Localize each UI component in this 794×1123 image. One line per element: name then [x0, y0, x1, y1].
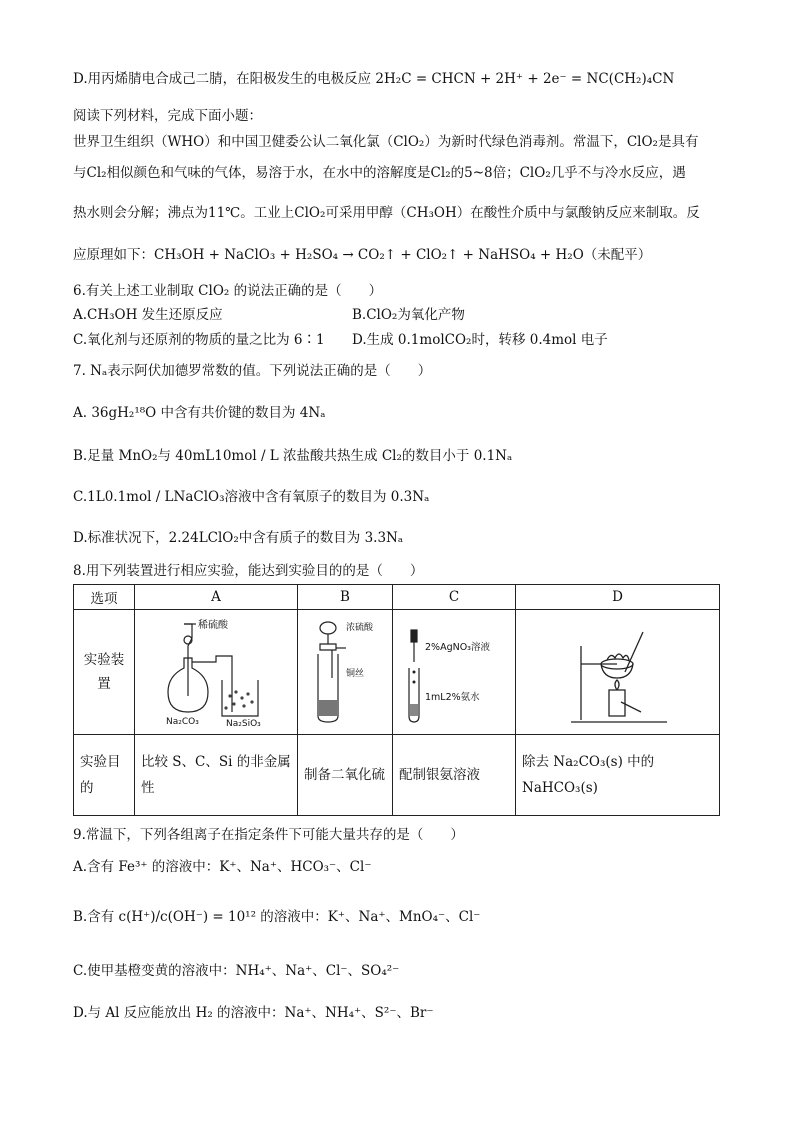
table-header-a: A — [135, 585, 298, 610]
q6-option-a: A.CH₃OH 发生还原反应 — [73, 307, 223, 323]
apparatus-d-cell — [516, 610, 720, 735]
q6-option-c: C.氧化剂与还原剂的物质的量之比为 6∶1 — [73, 332, 325, 348]
label-ammonia-water: 1mL2%氨水 — [425, 692, 480, 703]
apparatus-d-figure — [563, 616, 673, 728]
apparatus-b-figure — [306, 616, 384, 728]
question-7-stem: 7. Nₐ表示阿伏加德罗常数的值。下列说法正确的是（ ） — [73, 363, 432, 379]
purpose-a: 比较 S、C、Si 的非金属性 — [135, 735, 298, 816]
material-line-3: 热水则会分解；沸点为11℃。工业上ClO₂可采用甲醇（CH₃OH）在酸性介质中与氯酸钠反应来制取。反 — [73, 205, 700, 221]
question-8-stem: 8.用下列装置进行相应实验，能达到实验目的的是（ ） — [73, 563, 424, 579]
q9-option-d: D.与 Al 反应能放出 H₂ 的溶液中：Na⁺、NH₄⁺、S²⁻、Br⁻ — [73, 1005, 434, 1021]
question-9-stem: 9.常温下，下列各组离子在指定条件下可能大量共存的是（ ） — [73, 827, 464, 843]
label-copper-wire: 铜丝 — [346, 669, 365, 679]
material-line-1: 世界卫生组织（WHO）和中国卫健委公认二氧化氯（ClO₂）为新时代绿色消毒剂。常温下，ClO₂是具有 — [73, 134, 699, 150]
experiment-table — [73, 584, 720, 816]
q6-option-b: B.ClO₂为氧化产物 — [352, 307, 465, 323]
q9-option-b: B.含有 c(H⁺)/c(OH⁻) = 10¹² 的溶液中：K⁺、Na⁺、MnO₄⁻、Cl⁻ — [73, 909, 481, 925]
apparatus-a-cell — [135, 610, 298, 735]
apparatus-c-figure — [401, 616, 507, 728]
table-header-d: D — [516, 585, 720, 610]
purpose-c: 配制银氨溶液 — [393, 735, 516, 816]
reading-instruction: 阅读下列材料，完成下面小题： — [73, 108, 262, 124]
material-equation: 应原理如下：CH₃OH + NaClO₃ + H₂SO₄ → CO₂↑ + ClO₂↑ + NaHSO₄ + H₂O（未配平） — [73, 247, 652, 263]
q7-option-a: A. 36gH₂¹⁸O 中含有共价键的数目为 4Nₐ — [73, 405, 326, 421]
apparatus-b-cell — [298, 610, 393, 735]
question-6-stem: 6.有关上述工业制取 ClO₂ 的说法正确的是（ ） — [73, 283, 383, 299]
table-header-b: B — [298, 585, 393, 610]
q6-option-d: D.生成 0.1molCO₂时，转移 0.4mol 电子 — [352, 332, 608, 348]
apparatus-a-figure — [146, 616, 286, 728]
q7-option-c: C.1L0.1mol / LNaClO₃溶液中含有氧原子的数目为 0.3Nₐ — [73, 489, 430, 505]
q7-option-d: D.标准状况下，2.24LClO₂中含有质子的数目为 3.3Nₐ — [73, 530, 404, 546]
q9-option-c: C.使甲基橙变黄的溶液中：NH₄⁺、Na⁺、Cl⁻、SO₄²⁻ — [73, 963, 400, 979]
row-label-apparatus: 实验装置 — [74, 610, 135, 735]
table-header-option: 选项 — [74, 585, 135, 610]
label-dilute-sulfuric-acid: 稀硫酸 — [198, 620, 228, 631]
q9-option-a: A.含有 Fe³⁺ 的溶液中：K⁺、Na⁺、HCO₃⁻、Cl⁻ — [73, 859, 372, 875]
row-label-purpose: 实验目的 — [74, 735, 135, 816]
q5-option-d: D.用丙烯腈电合成己二腈，在阳极发生的电极反应 2H₂C = CHCN + 2H⁺ + 2e⁻ = NC(CH₂)₄CN — [73, 71, 675, 87]
label-agno3-solution: 2%AgNO₃溶液 — [425, 642, 490, 653]
table-header-c: C — [393, 585, 516, 610]
material-line-2: 与Cl₂相似颜色和气味的气体，易溶于水，在水中的溶解度是Cl₂的5~8倍；ClO₂几乎不与冷水反应，遇 — [73, 165, 686, 181]
label-na2sio3: Na₂SiO₃ — [226, 719, 261, 728]
label-na2co3: Na₂CO₃ — [166, 717, 199, 727]
purpose-b: 制备二氧化硫 — [298, 735, 393, 816]
purpose-d: 除去 Na₂CO₃(s) 中的 NaHCO₃(s) — [516, 735, 720, 816]
apparatus-c-cell — [393, 610, 516, 735]
q7-option-b: B.足量 MnO₂与 40mL10mol / L 浓盐酸共热生成 Cl₂的数目小于 0.1Nₐ — [73, 448, 513, 464]
label-concentrated-sulfuric-acid: 浓硫酸 — [346, 623, 374, 633]
